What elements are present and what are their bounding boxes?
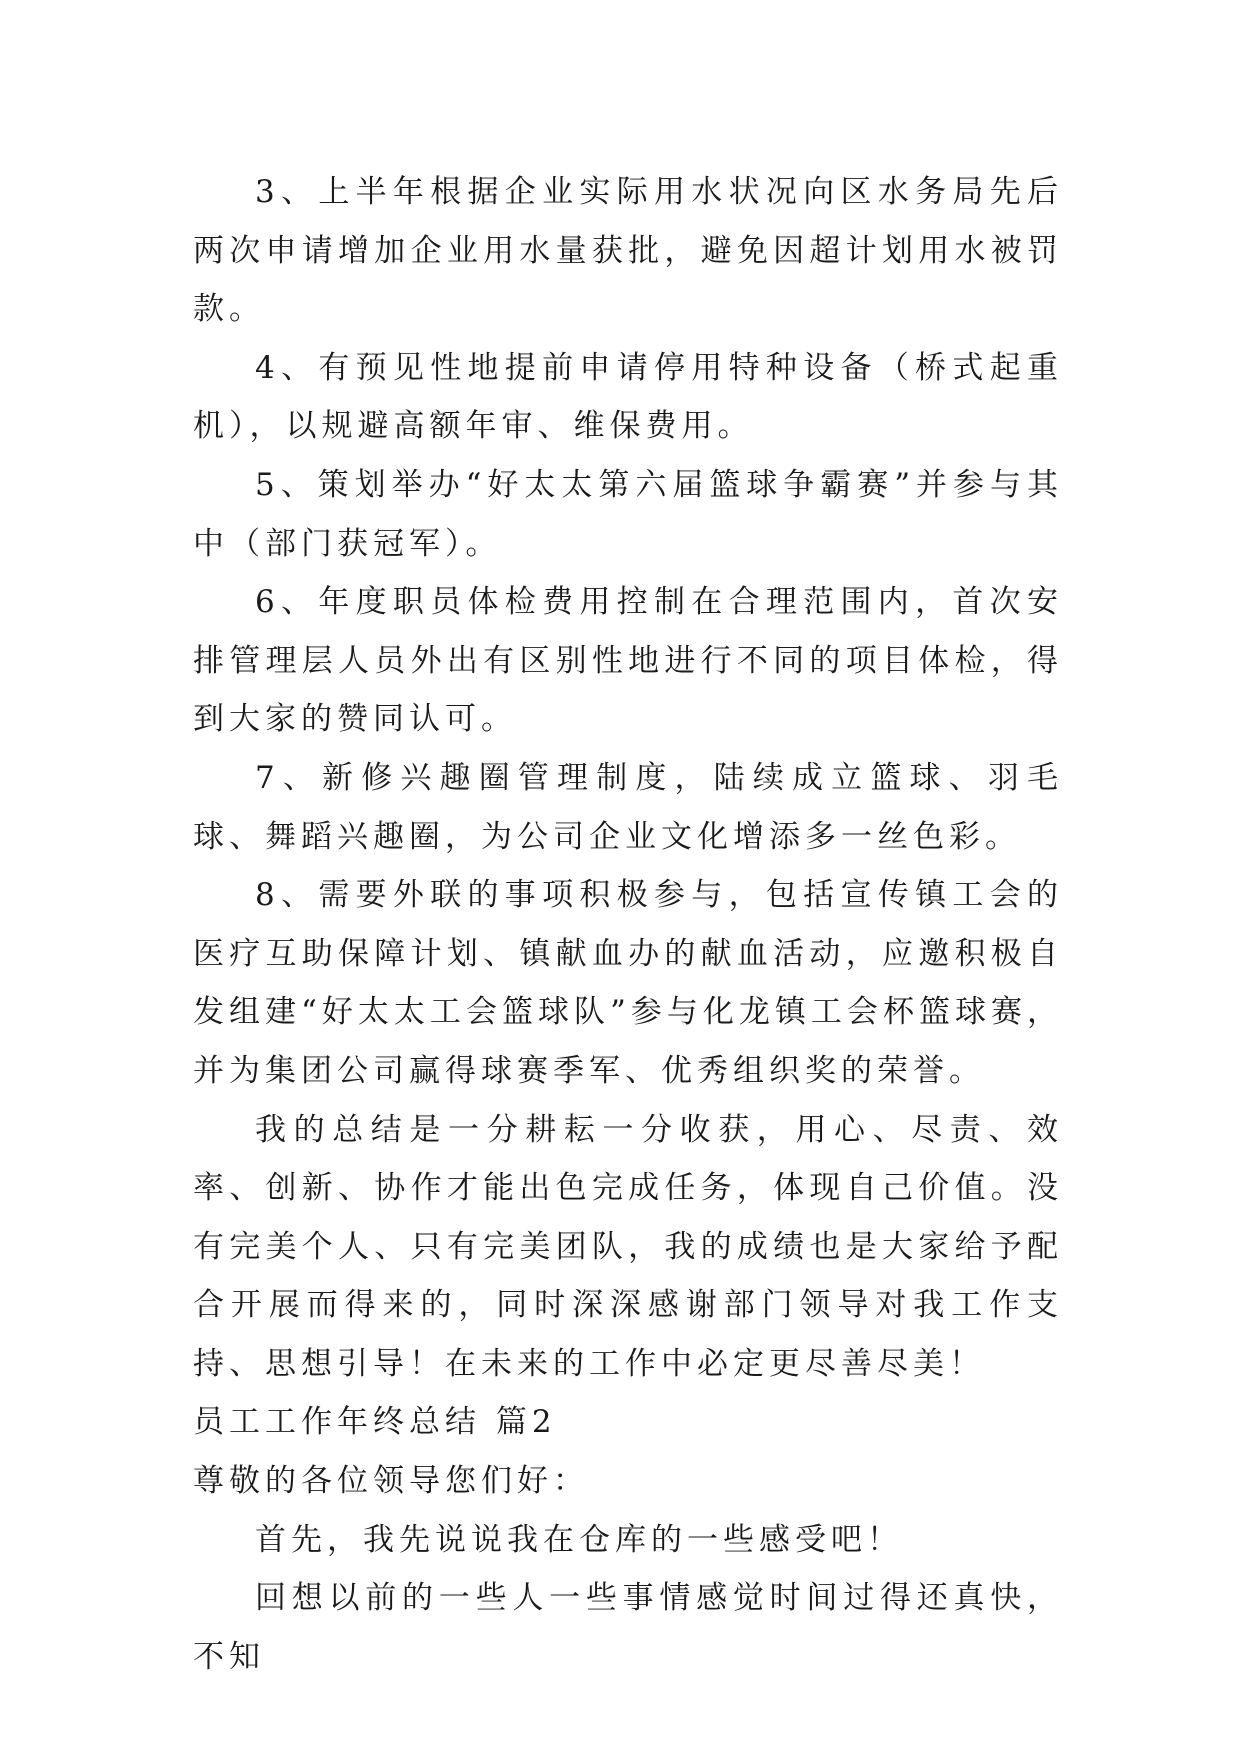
paragraph-item-4: 4、有预见性地提前申请停用特种设备（桥式起重机），以规避高额年审、维保费用。 — [193, 349, 1063, 445]
salutation: 尊敬的各位领导您们好： — [193, 1463, 589, 1500]
paragraph-item-3: 3、上半年根据企业实际用水状况向区水务局先后两次申请增加企业用水量获批，避免因超计划用水被罚款。 — [193, 174, 1063, 328]
paragraph-intro: 首先，我先说说我在仓库的一些感受吧！ — [255, 1521, 903, 1558]
paragraph-item-7: 7、新修兴趣圈管理制度，陆续成立篮球、羽毛球、舞蹈兴趣圈，为公司企业文化增添多一丝色彩。 — [193, 759, 1063, 855]
paragraph-item-6: 6、年度职员体检费用控制在合理范围内，首次安排管理层人员外出有区别性地进行不同的项目体检，得到大家的赞同认可。 — [193, 584, 1063, 738]
section-heading: 员工工作年终总结 篇2 — [193, 1404, 557, 1441]
paragraph-item-8: 8、需要外联的事项积极参与，包括宣传镇工会的医疗互助保障计划、镇献血办的献血活动，应邀积极自发组建“好太太工会篮球队”参与化龙镇工会杯篮球赛，并为集团公司赢得球赛季军、优秀组织奖的荣誉。 — [193, 877, 1063, 1089]
document-body — [193, 163, 1063, 1686]
paragraph-summary: 我的总结是一分耕耘一分收获，用心、尽责、效率、创新、协作才能出色完成任务，体现自己价值。没有完美个人、只有完美团队，我的成绩也是大家给予配合开展而得来的，同时深深感谢部门领导对我工作支持、思想引导！在未来的工作中必定更尽善尽美！ — [193, 1111, 1063, 1382]
paragraph-continued: 回想以前的一些人一些事情感觉时间过得还真快，不知 — [193, 1580, 1063, 1675]
paragraph-item-5: 5、策划举办“好太太第六届篮球争霸赛”并参与其中（部门获冠军）。 — [193, 466, 1063, 562]
